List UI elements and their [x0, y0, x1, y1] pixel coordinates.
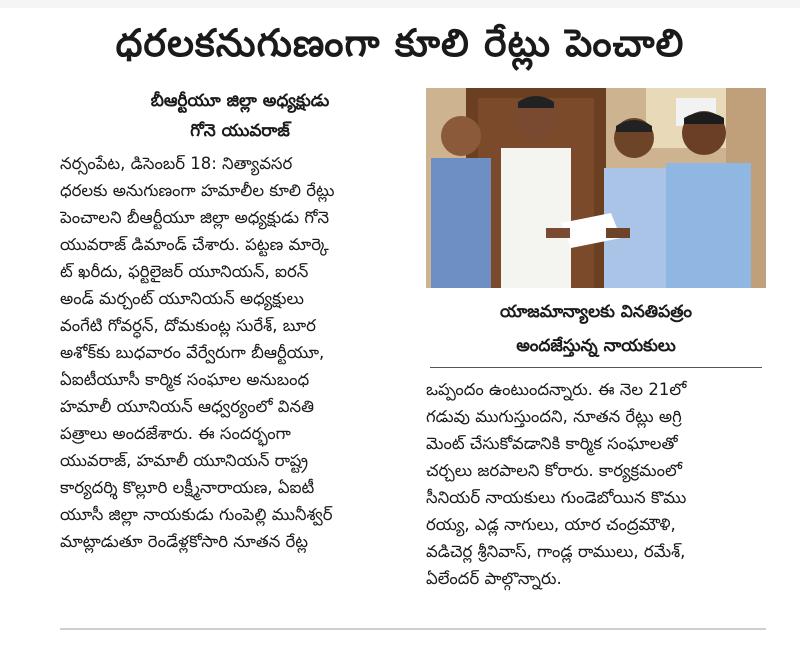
left-column: [60, 150, 410, 555]
caption-divider: [430, 367, 762, 368]
photo-caption-line-2: అందజేస్తున్న నాయకులు: [516, 336, 676, 356]
right-column: [426, 376, 766, 592]
right-column-line: సీనియర్ నాయకులు గుండెబోయిన కొము: [426, 488, 687, 507]
left-column-line: హమాలీ యూనియన్ ఆధ్వర్యంలో వినతి: [60, 397, 315, 416]
right-column-line: చర్చలు జరపాలని కోరారు. కార్యక్రమంలో: [426, 461, 682, 480]
left-column-line: కార్యదర్శి కొల్లూరి లక్ష్మీనారాయణ, ఏఐటీ: [60, 478, 315, 497]
bottom-divider: [60, 628, 766, 630]
right-column-line: ఒప్పందం ఉంటుందన్నారు. ఈ నెల 21లో: [426, 380, 687, 399]
left-column-line: యూసీ జిల్లా నాయకుడు గుంపెల్లి మునీశ్వర్: [60, 505, 333, 524]
left-column-line: మాట్లాడుతూ రెండేళ్లకోసారి నూతన రేట్ల: [60, 532, 309, 551]
left-column-line: పెంచాలని బీఆర్టీయూ జిల్లా అధ్యక్షుడు గోనె: [60, 208, 330, 227]
photo-caption-line-1: యాజమాన్యాలకు వినతిపత్రం: [499, 302, 693, 322]
left-column-line: పత్రాలు అందజేశారు. ఈ సందర్భంగా: [60, 424, 291, 443]
left-column-line: యువరాజ్ డిమాండ్ చేశారు. పట్టణ మార్కె: [60, 235, 329, 254]
subheading-line-2: గోనె యువరాజ్: [190, 121, 290, 141]
right-column-line: రయ్య, ఎడ్ల నాగులు, యార చంద్రమౌళి,: [426, 515, 676, 534]
right-column-line: గడువు ముగుస్తుందని, నూతన రేట్లు అగ్రి: [426, 407, 682, 426]
top-border: [0, 0, 800, 8]
left-column-line: అండ్ మర్చంట్ యూనియన్ అధ్యక్షులు: [60, 289, 304, 308]
left-column-line: ఏఐటీయూసీ కార్మిక సంఘాల అనుబంధ: [60, 370, 310, 389]
left-column-line: ట్ ఖరీదు, ఫర్టిలైజర్ యూనియన్, ఐరన్: [60, 262, 309, 281]
headline: ధరలకనుగుణంగా కూలి రేట్లు పెంచాలి: [115, 21, 685, 65]
subheading-line-1: బీఆర్టీయూ జిల్లా అధ్యక్షుడు: [150, 91, 330, 111]
right-column-line: ఏలేందర్ పాల్గొన్నారు.: [426, 569, 562, 588]
left-column-line: యువరాజ్, హమాలీ యూనియన్ రాష్ట్ర: [60, 451, 309, 470]
right-column-line: వడిచెర్ల శ్రీనివాస్, గాండ్ల రాములు, రమేశ్,: [426, 542, 686, 561]
left-column-line: నర్సంపేట, డిసెంబర్ 18: నిత్యావసర: [60, 154, 293, 173]
news-photo: [426, 88, 766, 288]
left-column-line: అశోక్‌కు బుధవారం వేర్వేరుగా బీఆర్టీయూ,: [60, 343, 325, 362]
right-column-line: మెంట్ చేసుకోవడానికి కార్మిక సంఘాలతో: [426, 434, 678, 453]
left-column-line: ధరలకు అనుగుణంగా హమాలీల కూలి రేట్లు: [60, 181, 335, 200]
left-column-line: వంగేటి గోవర్ధన్, దోమకుంట్ల సురేశ్, బూర: [60, 316, 316, 335]
